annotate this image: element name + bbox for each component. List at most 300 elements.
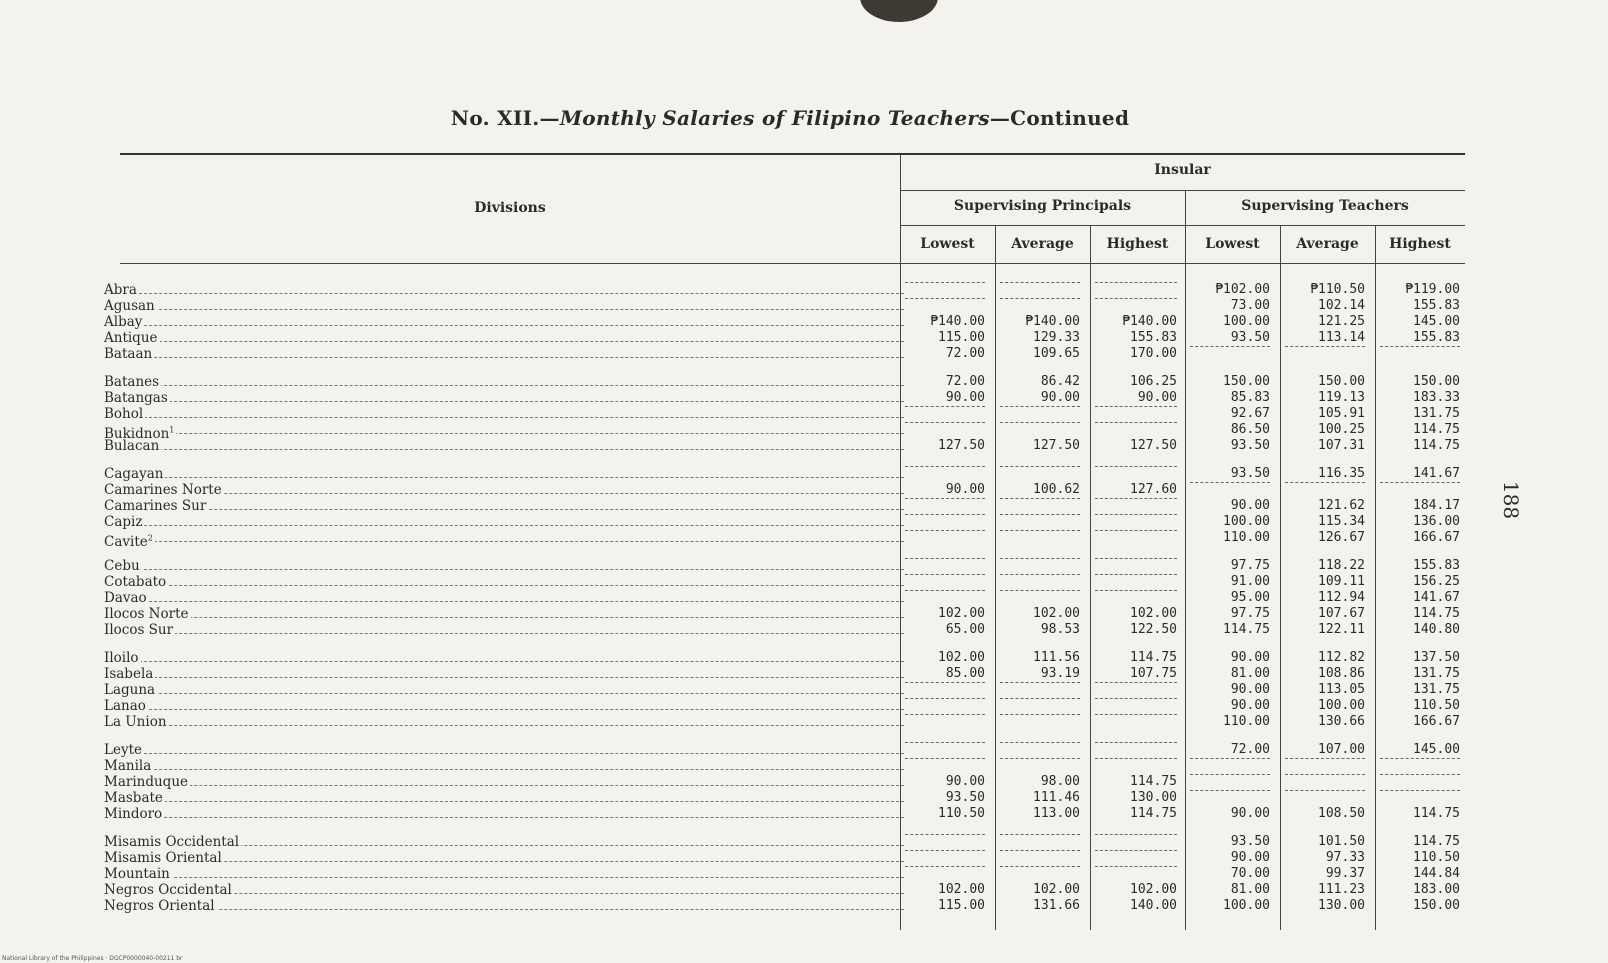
empty-cell xyxy=(1190,482,1270,498)
salary-cell: 100.00 xyxy=(1223,314,1270,329)
group-gap xyxy=(905,730,985,742)
leader-dots xyxy=(104,677,904,678)
division-name-text: Antique xyxy=(104,330,158,346)
col-sp-highest xyxy=(1095,282,1177,914)
leader-dots xyxy=(104,709,904,710)
division-row xyxy=(104,374,904,390)
division-group xyxy=(104,282,904,362)
salary-cell: 150.00 xyxy=(1413,898,1460,913)
salary-cell: 108.86 xyxy=(1318,666,1365,681)
division-name-text: Camarines Sur xyxy=(104,498,207,514)
salary-cell: 114.75 xyxy=(1223,622,1270,637)
salary-cell: 127.50 xyxy=(1130,438,1177,453)
division-name-text: Marinduque xyxy=(104,774,188,790)
salary-cell: 131.75 xyxy=(1413,682,1460,697)
division-name-text: Batanes xyxy=(104,374,160,390)
divider-sp-2 xyxy=(1090,226,1091,930)
division-row xyxy=(104,882,904,898)
group-gap xyxy=(1380,362,1460,374)
division-row xyxy=(104,330,904,346)
salary-cell: 155.83 xyxy=(1413,558,1460,573)
salary-cell: 98.00 xyxy=(1040,774,1080,789)
group-gap xyxy=(1285,638,1365,650)
empty-cell xyxy=(905,298,985,314)
empty-cell xyxy=(1000,834,1080,850)
salary-cell: 183.33 xyxy=(1413,390,1460,405)
salary-cell: 86.50 xyxy=(1230,422,1270,437)
title-italic: Monthly Salaries of Filipino Teachers xyxy=(559,106,990,130)
division-row xyxy=(104,422,904,438)
division-row xyxy=(104,590,904,606)
division-name xyxy=(104,758,153,774)
leader-dots xyxy=(104,817,904,818)
group-gap xyxy=(1285,362,1365,374)
group-gap xyxy=(1190,638,1270,650)
empty-cell xyxy=(905,866,985,882)
group-gap xyxy=(1380,454,1460,466)
division-group xyxy=(104,558,904,638)
subheader-sp-highest: Highest xyxy=(1106,236,1169,252)
salary-cell: 145.00 xyxy=(1413,742,1460,757)
salary-cell: ₱140.00 xyxy=(1025,314,1080,329)
division-row xyxy=(104,498,904,514)
division-row xyxy=(104,282,904,298)
division-row xyxy=(104,774,904,790)
group-gap xyxy=(1190,454,1270,466)
salary-cell: 102.00 xyxy=(1130,882,1177,897)
division-name xyxy=(104,534,155,547)
empty-cell xyxy=(1095,574,1177,590)
division-name-text: Cebu xyxy=(104,558,140,574)
salary-cell: 91.00 xyxy=(1230,574,1270,589)
division-name-text: Misamis Occidental xyxy=(104,834,240,850)
salary-cell: 118.22 xyxy=(1318,558,1365,573)
division-name xyxy=(104,558,142,574)
leader-dots xyxy=(104,585,904,586)
division-row xyxy=(104,850,904,866)
division-name-text: Camarines Norte xyxy=(104,482,222,498)
division-row xyxy=(104,898,904,914)
salary-cell: 73.00 xyxy=(1230,298,1270,313)
division-name-text: Masbate xyxy=(104,790,163,806)
salary-cell: 72.00 xyxy=(945,346,985,361)
salary-cell: 115.00 xyxy=(938,330,985,345)
salary-cell: 140.80 xyxy=(1413,622,1460,637)
salary-cell: 131.75 xyxy=(1413,666,1460,681)
empty-cell xyxy=(1095,282,1177,298)
leader-dots xyxy=(104,877,904,878)
empty-cell xyxy=(1095,834,1177,850)
salary-cell: 97.33 xyxy=(1325,850,1365,865)
salary-cell: 155.83 xyxy=(1130,330,1177,345)
salary-cell: 106.25 xyxy=(1130,374,1177,389)
division-name xyxy=(104,438,161,454)
division-row xyxy=(104,438,904,454)
division-name-text: Manila xyxy=(104,758,152,774)
empty-cell xyxy=(1095,742,1177,758)
salary-cell: 102.00 xyxy=(938,606,985,621)
division-name xyxy=(104,666,155,682)
divider-st-1 xyxy=(1280,226,1281,930)
salary-cell: 93.50 xyxy=(1230,466,1270,481)
title-prefix: No. XII.— xyxy=(450,106,560,130)
salary-cell: 114.75 xyxy=(1413,806,1460,821)
empty-cell xyxy=(1285,482,1365,498)
division-name xyxy=(104,790,165,806)
division-name-text: Bukidnon xyxy=(104,425,170,438)
division-name-text: Negros Oriental xyxy=(104,898,215,914)
salary-cell: 114.75 xyxy=(1130,650,1177,665)
division-row xyxy=(104,834,904,850)
group-gap xyxy=(1380,546,1460,558)
empty-cell xyxy=(905,406,985,422)
group-gap xyxy=(1000,730,1080,742)
empty-cell xyxy=(1095,530,1177,546)
salary-cell: 86.42 xyxy=(1040,374,1080,389)
empty-cell xyxy=(1000,422,1080,438)
division-row xyxy=(104,530,904,546)
salary-cell: 90.00 xyxy=(1230,698,1270,713)
division-row xyxy=(104,682,904,698)
salary-cell: 90.00 xyxy=(945,774,985,789)
empty-cell xyxy=(905,574,985,590)
salary-cell: 113.00 xyxy=(1033,806,1080,821)
punch-hole xyxy=(860,0,938,22)
empty-cell xyxy=(1380,774,1460,790)
leader-dots xyxy=(104,525,904,526)
group-gap xyxy=(905,822,985,834)
divider-st-2 xyxy=(1375,226,1376,930)
col-st-average xyxy=(1285,282,1365,914)
group-gap xyxy=(1190,822,1270,834)
division-name xyxy=(104,866,172,882)
page-number: 188 xyxy=(1499,480,1524,520)
empty-cell xyxy=(1095,406,1177,422)
leader-dots xyxy=(104,725,904,726)
division-name-text: Isabela xyxy=(104,666,154,682)
division-name-text: Mindoro xyxy=(104,806,163,822)
group-gap xyxy=(1095,546,1177,558)
division-name xyxy=(104,314,144,330)
empty-cell xyxy=(905,698,985,714)
salary-cell: ₱119.00 xyxy=(1405,282,1460,297)
empty-cell xyxy=(1190,774,1270,790)
empty-cell xyxy=(1380,758,1460,774)
empty-cell xyxy=(1000,590,1080,606)
subheader-st-lowest: Lowest xyxy=(1205,236,1260,252)
salary-cell: 115.00 xyxy=(938,898,985,913)
salary-cell: 100.00 xyxy=(1318,698,1365,713)
salary-cell: 97.75 xyxy=(1230,606,1270,621)
group-gap xyxy=(1095,822,1177,834)
divider-sp-1 xyxy=(995,226,996,930)
division-row xyxy=(104,346,904,362)
division-name xyxy=(104,374,161,390)
empty-cell xyxy=(1000,558,1080,574)
salary-cell: 184.17 xyxy=(1413,498,1460,513)
salary-cell: 141.67 xyxy=(1413,466,1460,481)
leader-dots xyxy=(104,569,904,570)
empty-cell xyxy=(1285,758,1365,774)
top-rule xyxy=(120,153,1465,155)
leader-dots xyxy=(104,769,904,770)
salary-cell: 109.65 xyxy=(1033,346,1080,361)
salary-cell: 127.60 xyxy=(1130,482,1177,497)
division-row xyxy=(104,314,904,330)
salary-cell: 127.50 xyxy=(1033,438,1080,453)
empty-cell xyxy=(1095,498,1177,514)
page-title xyxy=(0,106,1580,130)
leader-dots xyxy=(104,753,904,754)
leader-dots xyxy=(104,401,904,402)
division-name-text: Bulacan xyxy=(104,438,160,454)
salary-cell: 110.50 xyxy=(1413,850,1460,865)
salary-cell: 137.50 xyxy=(1413,650,1460,665)
empty-cell xyxy=(1285,774,1365,790)
salary-cell: 114.75 xyxy=(1413,422,1460,437)
salary-cell: 70.00 xyxy=(1230,866,1270,881)
division-name xyxy=(104,466,165,482)
header-supervising-teachers: Supervising Teachers xyxy=(1241,198,1409,214)
division-name-text: Davao xyxy=(104,590,147,606)
division-name-text: Abra xyxy=(104,282,137,298)
header-insular: Insular xyxy=(1154,162,1211,178)
leader-dots xyxy=(104,293,904,294)
group-gap xyxy=(905,362,985,374)
salary-cell: 72.00 xyxy=(945,374,985,389)
group-gap xyxy=(905,546,985,558)
salary-cell: 97.75 xyxy=(1230,558,1270,573)
empty-cell xyxy=(905,422,985,438)
salary-cell: 150.00 xyxy=(1223,374,1270,389)
empty-cell xyxy=(905,514,985,530)
salary-cell: ₱140.00 xyxy=(930,314,985,329)
salary-cell: 92.67 xyxy=(1230,406,1270,421)
salary-cell: 107.00 xyxy=(1318,742,1365,757)
leader-dots xyxy=(104,861,904,862)
salary-cell: ₱140.00 xyxy=(1122,314,1177,329)
salary-cell: 65.00 xyxy=(945,622,985,637)
empty-cell xyxy=(1000,742,1080,758)
salary-cell: 85.00 xyxy=(945,666,985,681)
leader-dots xyxy=(104,785,904,786)
empty-cell xyxy=(1095,866,1177,882)
salary-cell: 166.67 xyxy=(1413,530,1460,545)
salary-cell: 93.50 xyxy=(1230,834,1270,849)
salary-cell: 93.19 xyxy=(1040,666,1080,681)
empty-cell xyxy=(905,682,985,698)
division-name xyxy=(104,850,224,866)
col-st-lowest xyxy=(1190,282,1270,914)
empty-cell xyxy=(1000,698,1080,714)
header-divisions: Divisions xyxy=(474,200,546,216)
division-group xyxy=(104,742,904,822)
leader-dots xyxy=(104,661,904,662)
division-name-text: Capiz xyxy=(104,514,143,530)
leader-dots xyxy=(104,801,904,802)
division-name-text: Cotabato xyxy=(104,574,167,590)
division-name xyxy=(104,574,168,590)
salary-cell: 102.00 xyxy=(938,882,985,897)
empty-cell xyxy=(1000,282,1080,298)
salary-cell: 100.25 xyxy=(1318,422,1365,437)
leader-dots xyxy=(104,325,904,326)
salary-cell: 99.37 xyxy=(1325,866,1365,881)
empty-cell xyxy=(1095,714,1177,730)
division-name xyxy=(104,698,148,714)
division-name xyxy=(104,590,149,606)
salary-cell: 110.00 xyxy=(1223,714,1270,729)
salary-cell: 121.25 xyxy=(1318,314,1365,329)
empty-cell xyxy=(1380,346,1460,362)
group-gap xyxy=(1095,730,1177,742)
header-bottom-rule xyxy=(120,263,1465,264)
subheader-sp-lowest: Lowest xyxy=(920,236,975,252)
salary-cell: 166.67 xyxy=(1413,714,1460,729)
division-row xyxy=(104,558,904,574)
empty-cell xyxy=(905,282,985,298)
division-name-text: Agusan xyxy=(104,298,155,314)
division-row xyxy=(104,406,904,422)
salary-cell: 122.11 xyxy=(1318,622,1365,637)
empty-cell xyxy=(1190,790,1270,806)
division-name xyxy=(104,346,154,362)
division-row xyxy=(104,606,904,622)
division-name xyxy=(104,298,157,314)
salary-cell: 111.46 xyxy=(1033,790,1080,805)
empty-cell xyxy=(1000,466,1080,482)
empty-cell xyxy=(1000,406,1080,422)
salary-cell: 110.00 xyxy=(1223,530,1270,545)
salary-cell: 90.00 xyxy=(1230,850,1270,865)
division-name-text: Cavite xyxy=(104,533,148,546)
empty-cell xyxy=(1095,698,1177,714)
salary-cell: 101.50 xyxy=(1318,834,1365,849)
salary-cell: 155.83 xyxy=(1413,298,1460,313)
division-row xyxy=(104,514,904,530)
leader-dots xyxy=(104,341,904,342)
salary-cell: 114.75 xyxy=(1130,806,1177,821)
empty-cell xyxy=(1190,346,1270,362)
salary-cell: 136.00 xyxy=(1413,514,1460,529)
empty-cell xyxy=(1380,790,1460,806)
division-name xyxy=(104,622,175,638)
salary-cell: 114.75 xyxy=(1413,834,1460,849)
salary-cell: 183.00 xyxy=(1413,882,1460,897)
salary-cell: 170.00 xyxy=(1130,346,1177,361)
division-name xyxy=(104,806,164,822)
empty-cell xyxy=(1285,346,1365,362)
division-row xyxy=(104,698,904,714)
empty-cell xyxy=(1285,790,1365,806)
salary-cell: 113.14 xyxy=(1318,330,1365,345)
division-name xyxy=(104,774,190,790)
salary-cell: 122.50 xyxy=(1130,622,1177,637)
salary-cell: 156.25 xyxy=(1413,574,1460,589)
group-gap xyxy=(1190,362,1270,374)
division-row xyxy=(104,758,904,774)
division-name xyxy=(104,498,208,514)
group-gap xyxy=(905,454,985,466)
division-row xyxy=(104,806,904,822)
salary-cell: 114.75 xyxy=(1413,438,1460,453)
group-gap xyxy=(1380,638,1460,650)
salary-cell: 90.00 xyxy=(1230,650,1270,665)
division-name-text: Bataan xyxy=(104,346,153,362)
leader-dots xyxy=(104,633,904,634)
division-name xyxy=(104,482,224,498)
division-row xyxy=(104,742,904,758)
footnote-marker: 2 xyxy=(147,533,153,542)
division-name xyxy=(104,742,144,758)
salary-cell: 90.00 xyxy=(1230,806,1270,821)
empty-cell xyxy=(1000,850,1080,866)
leader-dots xyxy=(104,601,904,602)
salary-cell: 100.00 xyxy=(1223,898,1270,913)
salary-cell: 114.75 xyxy=(1130,774,1177,789)
leader-dots xyxy=(104,477,904,478)
subheader-sp-average: Average xyxy=(1011,236,1074,252)
salary-cell: 90.00 xyxy=(1230,682,1270,697)
salary-cell: 140.00 xyxy=(1130,898,1177,913)
empty-cell xyxy=(905,742,985,758)
leader-dots xyxy=(104,357,904,358)
salary-cell: 107.67 xyxy=(1318,606,1365,621)
division-name xyxy=(104,834,241,850)
salary-cell: 105.91 xyxy=(1318,406,1365,421)
salary-cell: 102.00 xyxy=(938,650,985,665)
salary-cell: 81.00 xyxy=(1230,882,1270,897)
empty-cell xyxy=(1095,422,1177,438)
subgroup-rule xyxy=(900,225,1465,226)
division-name-text: Leyte xyxy=(104,742,142,758)
division-name xyxy=(104,650,141,666)
empty-cell xyxy=(1095,466,1177,482)
group-gap xyxy=(1095,638,1177,650)
salary-cell: 130.00 xyxy=(1318,898,1365,913)
division-name xyxy=(104,514,144,530)
salary-cell: 145.00 xyxy=(1413,314,1460,329)
group-gap xyxy=(1380,822,1460,834)
salary-cell: 98.53 xyxy=(1040,622,1080,637)
division-name-text: Lanao xyxy=(104,698,146,714)
leader-dots xyxy=(104,309,904,310)
group-gap xyxy=(1000,546,1080,558)
empty-cell xyxy=(1095,682,1177,698)
empty-cell xyxy=(905,850,985,866)
division-name-text: Bohol xyxy=(104,406,144,422)
divider-sp-st xyxy=(1185,191,1186,930)
division-name-text: Mountain xyxy=(104,866,170,882)
salary-cell: 141.67 xyxy=(1413,590,1460,605)
subheader-st-highest: Highest xyxy=(1389,236,1451,252)
salary-cell: 110.50 xyxy=(1413,698,1460,713)
salary-cell: 72.00 xyxy=(1230,742,1270,757)
salary-cell: 90.00 xyxy=(1137,390,1177,405)
division-row xyxy=(104,650,904,666)
empty-cell xyxy=(905,714,985,730)
empty-cell xyxy=(905,498,985,514)
col-st-highest xyxy=(1380,282,1460,914)
salary-cell: 130.66 xyxy=(1318,714,1365,729)
salary-cell: 115.34 xyxy=(1318,514,1365,529)
salary-cell: 108.50 xyxy=(1318,806,1365,821)
division-row xyxy=(104,482,904,498)
group-gap xyxy=(1190,546,1270,558)
division-row xyxy=(104,298,904,314)
empty-cell xyxy=(1000,574,1080,590)
salary-cell: 144.84 xyxy=(1413,866,1460,881)
